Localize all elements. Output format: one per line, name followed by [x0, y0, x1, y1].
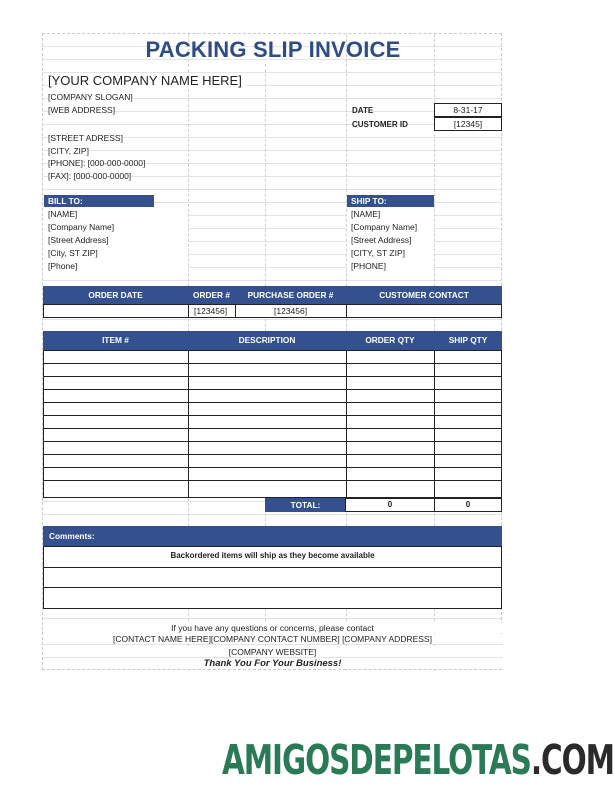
order-qty-header: ORDER QTY: [365, 335, 415, 345]
ship-to-block: [347, 208, 434, 273]
company-phone: [PHONE]: [000-000-0000]: [48, 158, 146, 168]
date-label: DATE: [352, 106, 374, 115]
date-value[interactable]: 8-31-17: [434, 103, 502, 117]
order-values-row: [43, 304, 502, 318]
ship-to-company: [Company Name]: [351, 222, 418, 232]
bill-to-header: BILL TO:: [44, 195, 154, 207]
footer-contact-line: If you have any questions or concerns, please contact: [43, 623, 502, 633]
bill-to-city: [City, ST ZIP]: [48, 248, 98, 258]
watermark-logo: [222, 736, 614, 784]
ship-to-street: [Street Address]: [351, 235, 412, 245]
totals-row: [345, 498, 502, 512]
item-number-header: ITEM #: [102, 335, 129, 345]
total-order-qty: 0: [387, 500, 393, 509]
packing-slip-sheet: [42, 33, 502, 670]
purchase-order-header: PURCHASE ORDER #: [247, 290, 334, 300]
company-street: [STREET ADRESS]: [48, 133, 123, 143]
footer-contact-details: [CONTACT NAME HERE][COMPANY CONTACT NUMBER] [COMPANY ADDRESS]: [43, 634, 502, 644]
company-city: [CITY, ZIP]: [48, 146, 89, 156]
order-number-value[interactable]: [123456]: [194, 306, 228, 316]
ship-to-phone: [PHONE]: [351, 261, 386, 271]
purchase-order-value[interactable]: [123456]: [274, 306, 308, 316]
order-header-row: [43, 286, 502, 304]
ship-to-city: [CITY, ST ZIP]: [351, 248, 406, 258]
company-name: [YOUR COMPANY NAME HERE]: [48, 73, 246, 88]
ship-qty-header: SHIP QTY: [448, 335, 488, 345]
watermark-domain: .COM: [530, 736, 614, 784]
items-header-row: [43, 331, 502, 350]
comments-box[interactable]: [43, 546, 502, 609]
footer-thanks: Thank You For Your Business!: [43, 658, 502, 669]
ship-to-name: [NAME]: [351, 209, 381, 219]
watermark-text: AMIGOSDEPELOTAS: [222, 736, 531, 784]
total-ship-qty: 0: [465, 500, 471, 509]
bill-to-block: [43, 208, 188, 273]
items-table-body[interactable]: [43, 350, 502, 498]
order-number-header: ORDER #: [193, 290, 230, 300]
comments-header: Comments:: [43, 526, 502, 546]
customer-contact-header: CUSTOMER CONTACT: [379, 290, 469, 300]
company-fax: [FAX]: [000-000-0000]: [48, 171, 132, 181]
bill-to-company: [Company Name]: [48, 222, 115, 232]
footer-website: [COMPANY WEBSITE]: [43, 647, 502, 657]
page-title: PACKING SLIP INVOICE: [145, 37, 401, 62]
company-web-address: [WEB ADDRESS]: [48, 105, 116, 115]
bill-to-street: [Street Address]: [48, 235, 109, 245]
comments-note: Backordered items will ship as they become available: [170, 551, 375, 560]
bill-to-name: [NAME]: [48, 209, 78, 219]
customer-id-label: CUSTOMER ID: [352, 120, 408, 129]
bill-to-phone: [Phone]: [48, 261, 78, 271]
customer-id-value[interactable]: [12345]: [434, 117, 502, 131]
order-date-header: ORDER DATE: [88, 290, 143, 300]
total-label: TOTAL:: [265, 498, 346, 512]
company-slogan: [COMPANY SLOGAN]: [48, 92, 133, 102]
ship-to-header: SHIP TO:: [347, 195, 434, 207]
description-header: DESCRIPTION: [238, 335, 296, 345]
